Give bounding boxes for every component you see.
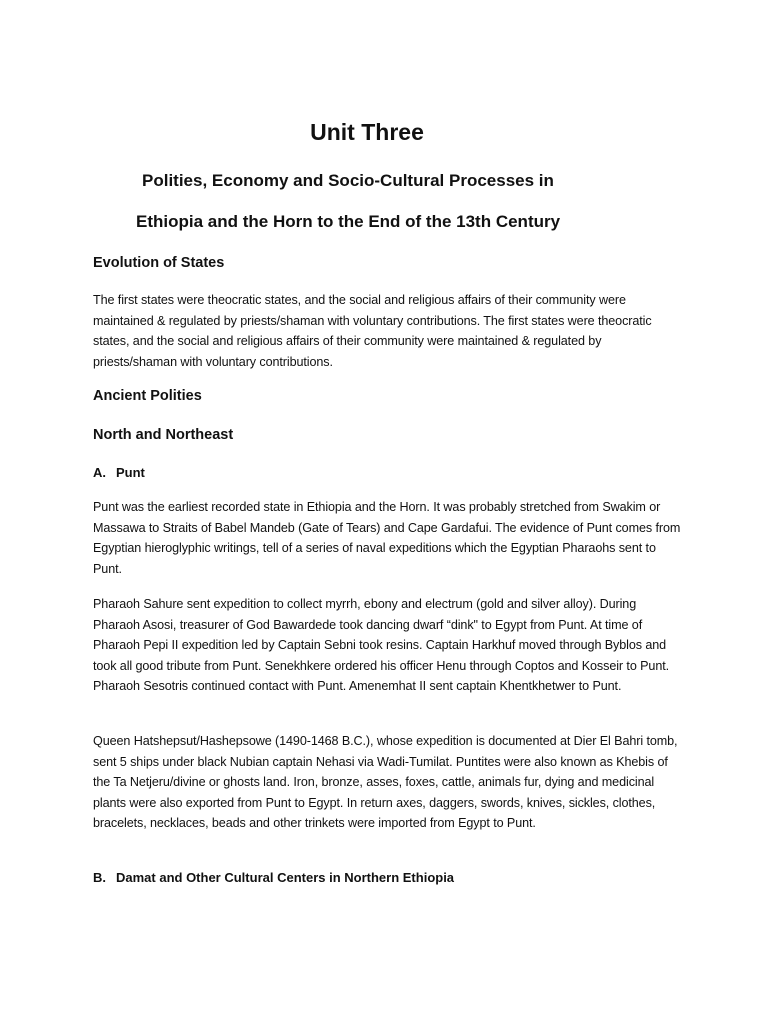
heading-evolution-of-states: Evolution of States	[93, 255, 225, 271]
subheading-damat-letter: B.	[93, 870, 106, 885]
paragraph-evolution: The first states were theocratic states, and the social and religious affairs of their community were maintained & regulated by priests/shaman with voluntary contributions. The first states were theocratic states, and the social and religious affairs of their community were maintained & regulated by priests/shaman with voluntary contributions.	[93, 293, 652, 369]
paragraph-punt-3: Queen Hatshepsut/Hashepsowe (1490-1468 B.C.), whose expedition is documented at Dier El Bahri tomb, sent 5 ships under black Nubian captain Nehasi via Wadi-Tumilat. Puntites were also known as Khebis of the Ta Netjeru/divine or ghosts land. Iron, bronze, asses, foxes, cattle, animals fur, dying and medicinal plants were also exported from Punt to Egypt. In return axes, daggers, swords, knives, sickles, clothes, bracelets, necklaces, beads and other trinkets were imported from Egypt to Punt.	[93, 734, 678, 831]
subheading-punt	[93, 465, 145, 480]
heading-ancient-polities: Ancient Polities	[93, 388, 202, 404]
subheading-damat	[93, 870, 454, 885]
subheading-punt-letter: A.	[93, 465, 106, 480]
paragraph-punt-2: Pharaoh Sahure sent expedition to collect myrrh, ebony and electrum (gold and silver alloy). During Pharaoh Asosi, treasurer of God Bawardede took dancing dwarf “dink" to Egypt from Punt. At time of Pharaoh Pepi II expedition led by Captain Sebni took resins. Captain Harkhuf moved through Byblos and took all good tribute from Punt. Senekhkere ordered his officer Henu through Coptos and Kosseir to Punt. Pharaoh Sesotris continued contact with Punt. Amenemhat II sent captain Khentkhetwer to Punt.	[93, 597, 670, 694]
paragraph-punt-1: Punt was the earliest recorded state in Ethiopia and the Horn. It was probably stretched from Swakim or Massawa to Straits of Babel Mandeb (Gate of Tears) and Cape Gardafui. The evidence of Punt comes from Egyptian hieroglyphic writings, tell of a series of naval expeditions which the Egyptian Pharaohs sent to Punt.	[93, 500, 681, 576]
heading-north-and-northeast: North and Northeast	[93, 427, 234, 443]
subheading-punt-text: Punt	[116, 465, 145, 480]
subtitle-line-1: Polities, Economy and Socio-Cultural Processes in	[142, 171, 554, 190]
page-title: Unit Three	[310, 119, 424, 145]
subtitle-line-2: Ethiopia and the Horn to the End of the 13th Century	[136, 212, 561, 231]
subheading-damat-text: Damat and Other Cultural Centers in Northern Ethiopia	[116, 870, 455, 885]
